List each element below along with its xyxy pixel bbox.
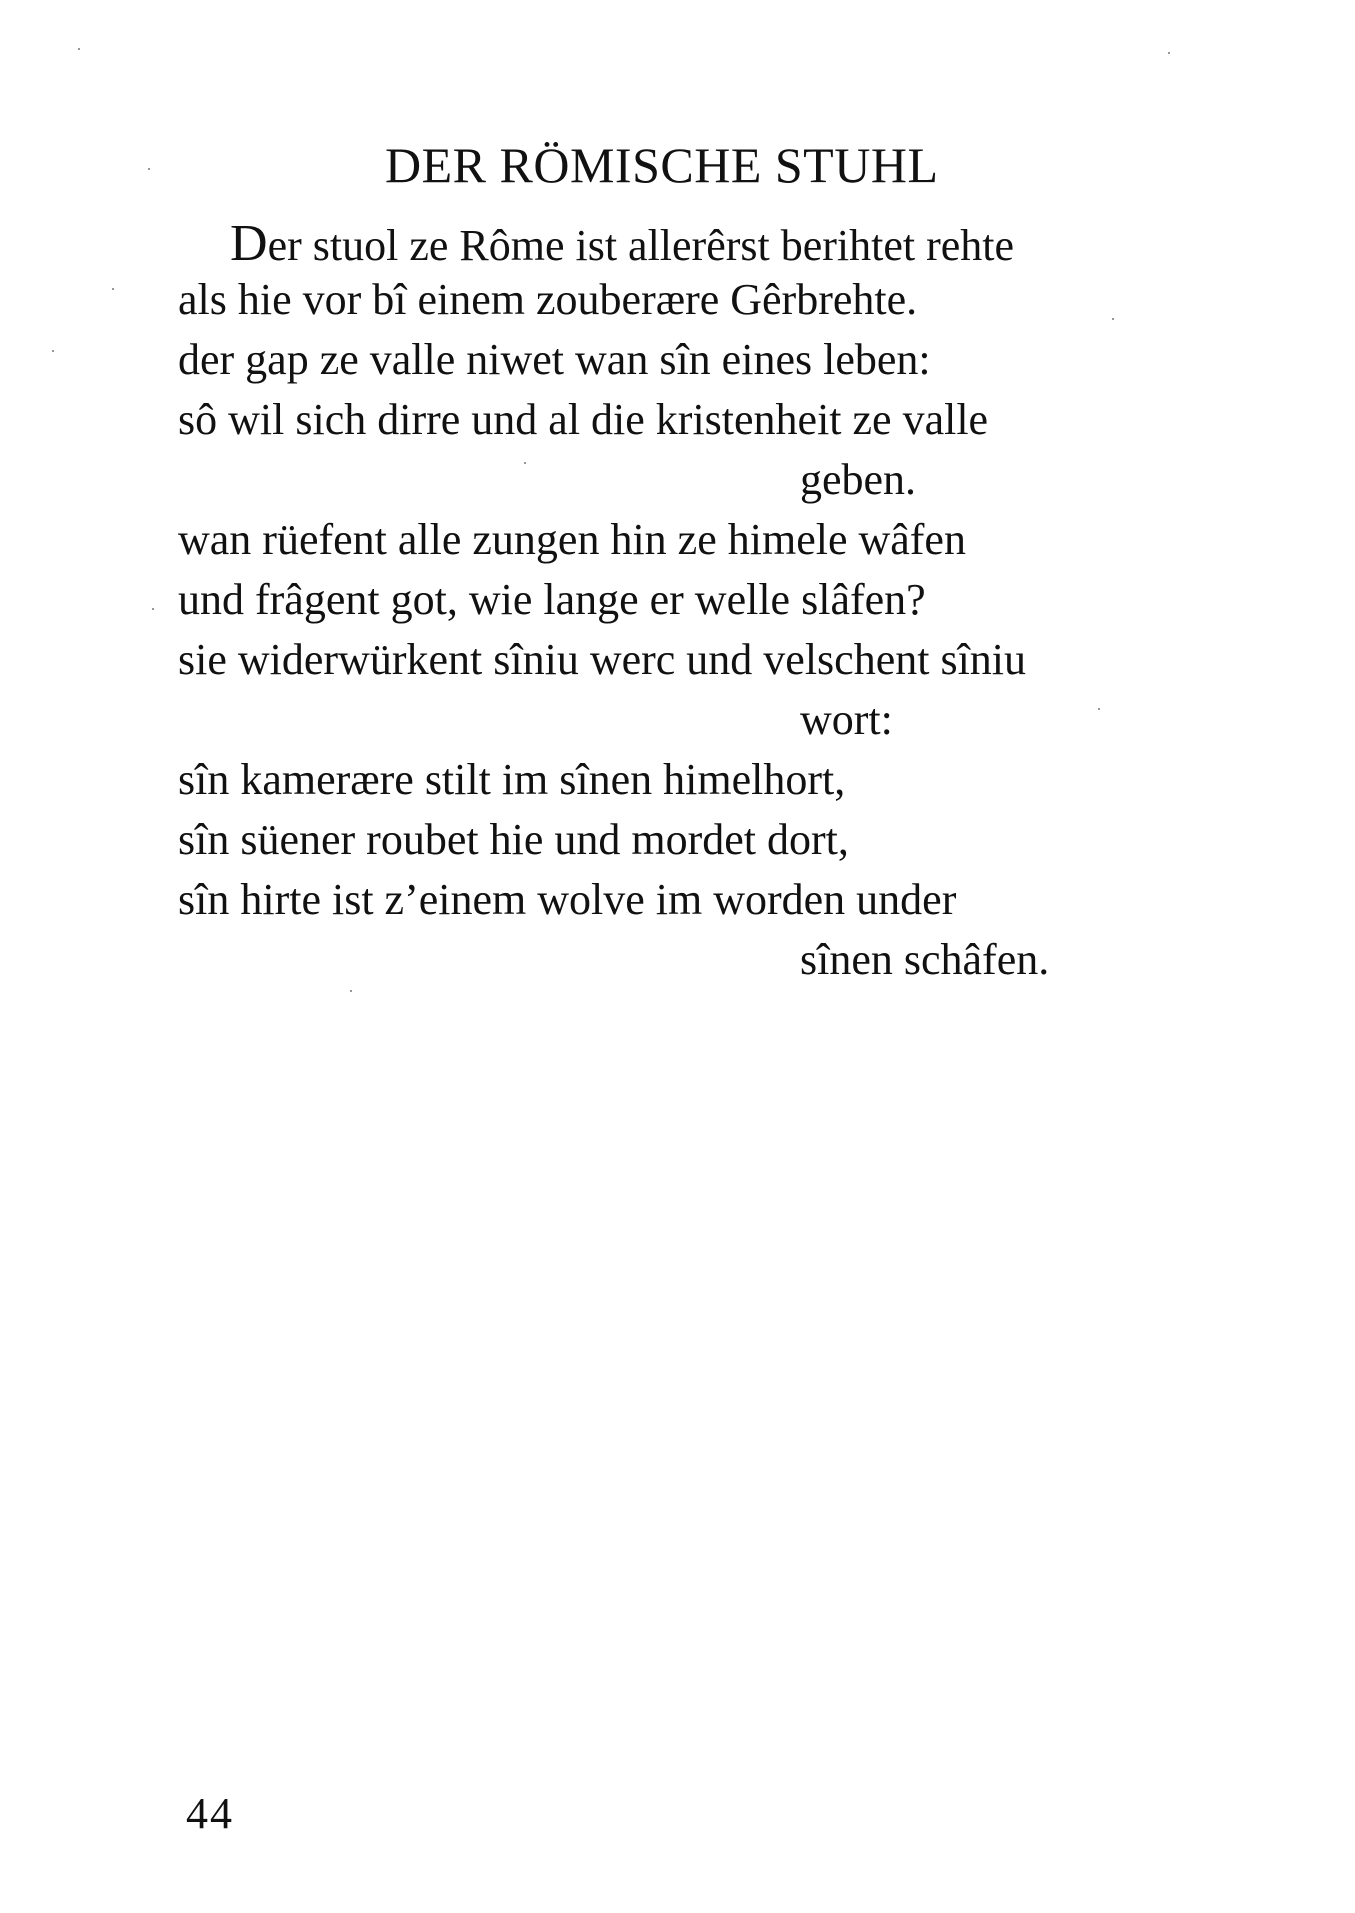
poem-line-7: sie widerwürkent sîniu werc und velschent sîniu: [178, 635, 1027, 684]
scan-speck: [148, 168, 150, 170]
poem-line-7-continuation: wort:: [800, 695, 893, 744]
scan-speck: [350, 990, 352, 992]
scan-speck: [524, 462, 526, 464]
poem-line-1-text: er stuol ze Rôme ist allerêrst berihtet rehte: [267, 221, 1015, 270]
poem-line-3: der gap ze valle niwet wan sîn eines leben:: [178, 335, 931, 384]
poem-line-4: sô wil sich dirre und al die kristenheit ze valle: [178, 395, 989, 444]
poem-line-1: [230, 215, 1015, 272]
poem-line-6: und frâgent got, wie lange er welle slâfen?: [178, 575, 926, 624]
poem-line-10: sîn hirte ist z’einem wolve im worden under: [178, 875, 957, 924]
scan-speck: [1112, 318, 1114, 320]
scan-speck: [78, 48, 80, 50]
scan-speck: [152, 608, 154, 610]
poem-line-9: sîn süener roubet hie und mordet dort,: [178, 815, 849, 864]
scan-speck: [1098, 708, 1100, 710]
scan-speck: [52, 350, 54, 352]
poem-line-5: wan rüefent alle zungen hin ze himele wâfen: [178, 515, 966, 564]
poem-line-4-continuation: geben.: [800, 455, 917, 504]
poem-line-2: als hie vor bî einem zouberære Gêrbrehte.: [178, 275, 918, 324]
poem-line-8: sîn kamerære stilt im sînen himelhort,: [178, 755, 846, 804]
poem-title: DER RÖMISCHE STUHL: [385, 137, 939, 193]
drop-cap: D: [230, 215, 268, 272]
poem-line-10-continuation: sînen schâfen.: [800, 935, 1050, 984]
scan-speck: [112, 288, 114, 290]
page-number: 44: [186, 1789, 234, 1838]
scan-speck: [1168, 52, 1170, 54]
